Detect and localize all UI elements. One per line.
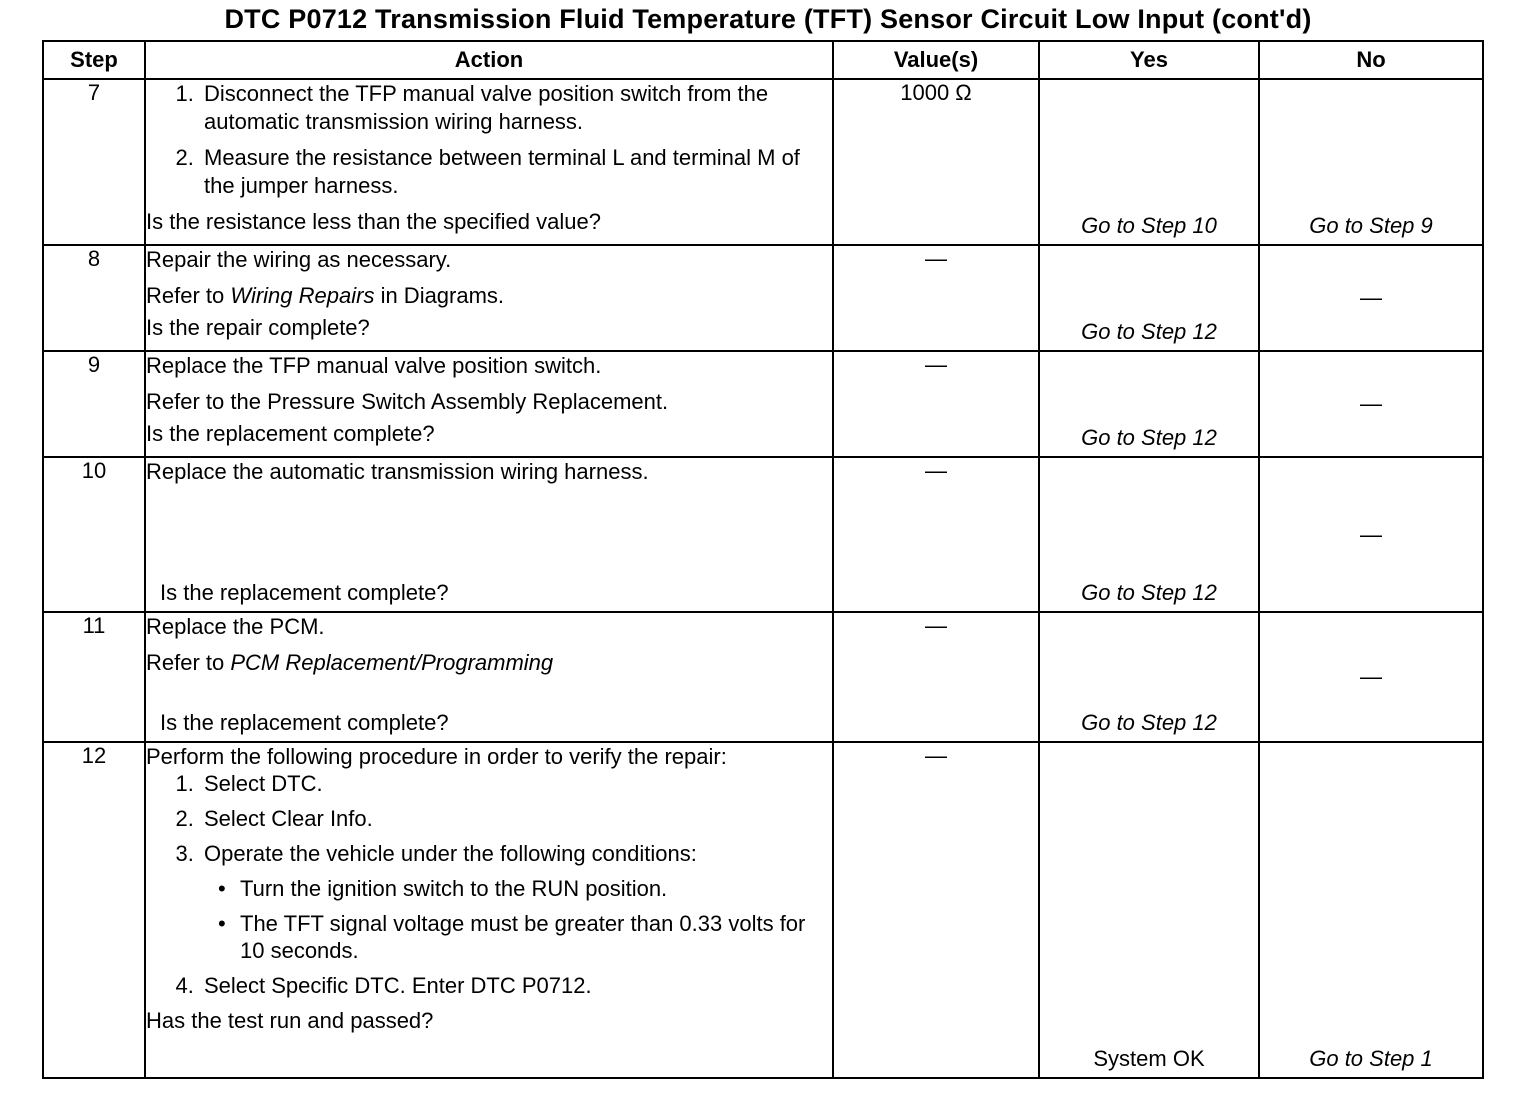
table-row <box>43 742 1483 1078</box>
step-number: 7 <box>43 79 145 245</box>
table-row <box>43 457 1483 612</box>
value-cell: — <box>833 351 1039 457</box>
yes-result: Go to Step 12 <box>1081 425 1217 450</box>
value-cell: — <box>833 245 1039 351</box>
action-list <box>146 770 832 867</box>
condition-item: • The TFT signal voltage must be greater than 0.33 volts for 10 seconds. <box>218 910 832 964</box>
yes-cell <box>1039 79 1259 245</box>
action-cell <box>145 457 833 612</box>
yes-result: Go to Step 12 <box>1081 580 1217 605</box>
yes-cell <box>1039 245 1259 351</box>
action-line <box>146 649 832 677</box>
list-item: 1. Disconnect the TFP manual valve position switch from the automatic transmission wiring harness. <box>200 80 832 136</box>
diagnostic-table <box>42 40 1484 1079</box>
action-line: Refer to the Pressure Switch Assembly Replacement. <box>146 389 669 414</box>
action-line: Replace the automatic transmission wiring harness. <box>146 459 649 484</box>
action-cell <box>145 245 833 351</box>
step-number: 9 <box>43 351 145 457</box>
table-row <box>43 79 1483 245</box>
list-item <box>200 840 832 867</box>
yes-result: Go to Step 10 <box>1081 213 1217 238</box>
action-line: Replace the TFP manual valve position switch. <box>146 353 602 378</box>
no-cell <box>1259 79 1483 245</box>
action-cell <box>145 742 833 1078</box>
yes-result: System OK <box>1093 1046 1205 1071</box>
action-question: Is the resistance less than the specified value? <box>146 209 601 234</box>
action-question: Is the replacement complete? <box>146 421 435 446</box>
no-cell <box>1259 612 1483 742</box>
header-step: Step <box>43 41 145 79</box>
condition-item: • Turn the ignition switch to the RUN position. <box>218 875 832 902</box>
yes-cell <box>1039 351 1259 457</box>
action-line <box>146 282 832 310</box>
yes-cell <box>1039 742 1259 1078</box>
list-item: 4. Select Specific DTC. Enter DTC P0712. <box>200 972 832 999</box>
value-cell: 1000 Ω <box>833 79 1039 245</box>
action-list <box>146 972 832 999</box>
no-result: Go to Step 1 <box>1309 1046 1433 1071</box>
no-cell <box>1259 457 1483 612</box>
action-cell <box>145 79 833 245</box>
yes-cell <box>1039 457 1259 612</box>
table-row <box>43 245 1483 351</box>
action-line: Repair the wiring as necessary. <box>146 247 452 272</box>
yes-result: Go to Step 12 <box>1081 319 1217 344</box>
action-cell <box>145 351 833 457</box>
value-cell: — <box>833 742 1039 1078</box>
list-item-text: Operate the vehicle under the following conditions: <box>204 841 697 866</box>
action-question: Has the test run and passed? <box>146 1008 434 1033</box>
condition-list <box>146 875 832 964</box>
step-number: 10 <box>43 457 145 612</box>
action-line: Replace the PCM. <box>146 614 325 639</box>
reference-link: Wiring Repairs <box>230 283 375 308</box>
yes-cell <box>1039 612 1259 742</box>
no-cell <box>1259 351 1483 457</box>
action-question: Is the replacement complete? <box>160 710 449 735</box>
no-result: — <box>1360 391 1382 416</box>
no-result: — <box>1360 664 1382 689</box>
step-number: 12 <box>43 742 145 1078</box>
table-row <box>43 351 1483 457</box>
list-item: 2. Measure the resistance between terminal L and terminal M of the jumper harness. <box>200 144 832 200</box>
list-item: 2. Select Clear Info. <box>200 805 832 832</box>
yes-result: Go to Step 12 <box>1081 710 1217 735</box>
action-text: Refer to <box>146 650 231 675</box>
header-action: Action <box>145 41 833 79</box>
table-row <box>43 612 1483 742</box>
header-values: Value(s) <box>833 41 1039 79</box>
no-result: Go to Step 9 <box>1309 213 1433 238</box>
value-cell: — <box>833 457 1039 612</box>
table-header-row <box>43 41 1483 79</box>
action-cell <box>145 612 833 742</box>
action-text: Refer to <box>146 283 231 308</box>
list-item: 1. Select DTC. <box>200 770 832 797</box>
action-text: in Diagrams. <box>374 283 505 308</box>
action-list <box>146 80 832 200</box>
header-yes: Yes <box>1039 41 1259 79</box>
no-cell <box>1259 245 1483 351</box>
action-question: Is the replacement complete? <box>160 580 449 605</box>
no-result: — <box>1360 521 1382 547</box>
page-title: DTC P0712 Transmission Fluid Temperature (TFT) Sensor Circuit Low Input (cont'd) <box>224 4 1312 34</box>
reference-link: PCM Replacement/Programming <box>230 650 554 675</box>
step-number: 8 <box>43 245 145 351</box>
no-cell <box>1259 742 1483 1078</box>
header-no: No <box>1259 41 1483 79</box>
value-cell: — <box>833 612 1039 742</box>
step-number: 11 <box>43 612 145 742</box>
no-result: — <box>1360 285 1382 310</box>
action-question: Is the repair complete? <box>146 315 370 340</box>
action-intro: Perform the following procedure in order to verify the repair: <box>146 744 727 769</box>
